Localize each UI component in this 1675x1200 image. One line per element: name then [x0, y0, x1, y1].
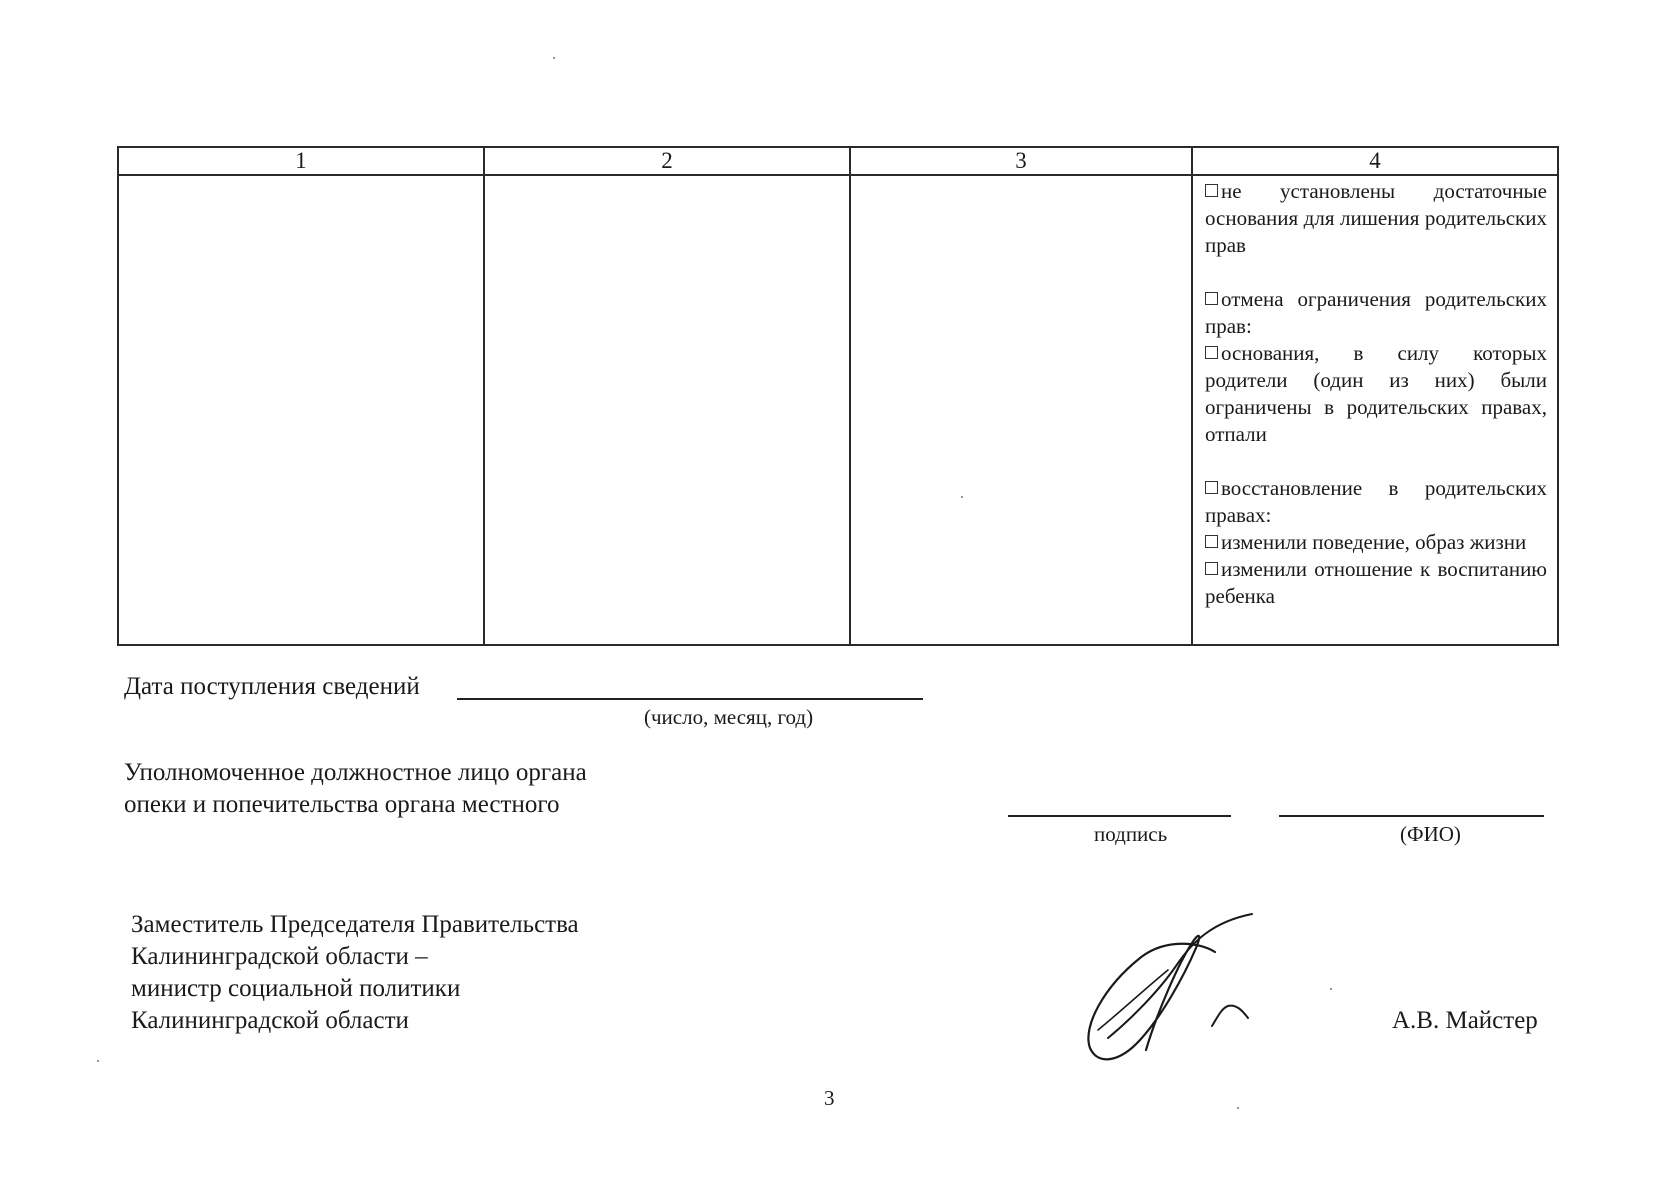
option-changed-behavior	[1205, 529, 1547, 556]
option-text: основания, в силу которых родители (один из них) были ограничены в родительских правах, отпали	[1205, 341, 1547, 446]
column-header-1: 1	[118, 147, 484, 175]
signer-name: А.В. Майстер	[1392, 1007, 1538, 1034]
checkbox-icon	[1205, 535, 1218, 548]
option-text: отмена ограничения родительских прав:	[1205, 287, 1547, 338]
checkbox-icon	[1205, 562, 1218, 575]
checkbox-icon	[1205, 481, 1218, 494]
option-text: не установлены достаточные основания для лишения родительских прав	[1205, 179, 1547, 257]
scan-speck	[97, 1060, 99, 1062]
table-row	[118, 175, 1558, 645]
option-grounds-ceased	[1205, 340, 1547, 448]
table-cell-1	[118, 175, 484, 645]
scan-speck	[553, 57, 555, 59]
option-no-grounds	[1205, 178, 1547, 259]
name-line	[1279, 815, 1544, 817]
official-title-line2: опеки и попечительства органа местного	[124, 791, 560, 818]
data-table	[117, 146, 1559, 646]
option-cancel-restriction	[1205, 286, 1547, 340]
signer-title-line2: Калининградской области –	[131, 943, 428, 970]
option-changed-attitude	[1205, 556, 1547, 610]
table-header-row	[118, 147, 1558, 175]
scan-speck	[1237, 1107, 1239, 1109]
option-text: изменили поведение, образ жизни	[1221, 530, 1527, 554]
table-cell-2	[484, 175, 850, 645]
table-cell-3	[850, 175, 1192, 645]
column-header-3: 3	[850, 147, 1192, 175]
column-header-4: 4	[1192, 147, 1558, 175]
checkbox-icon	[1205, 184, 1218, 197]
option-restoration	[1205, 475, 1547, 529]
official-title-line1: Уполномоченное должностное лицо органа	[124, 759, 587, 786]
receipt-date-label: Дата поступления сведений	[124, 673, 420, 700]
signature-hint: подпись	[1094, 822, 1168, 846]
table-cell-4	[1192, 175, 1558, 645]
checkbox-icon	[1205, 346, 1218, 359]
receipt-date-line	[457, 698, 923, 700]
page-number: 3	[824, 1086, 835, 1110]
name-hint: (ФИО)	[1400, 822, 1461, 846]
signer-title-line3: министр социальной политики	[131, 975, 461, 1002]
column-header-2: 2	[484, 147, 850, 175]
checkbox-icon	[1205, 292, 1218, 305]
signer-title-line4: Калининградской области	[131, 1007, 409, 1034]
signer-title-line1: Заместитель Председателя Правительства	[131, 911, 579, 938]
handwritten-signature	[1080, 908, 1260, 1068]
signature-line	[1008, 815, 1231, 817]
option-text: восстановление в родительских правах:	[1205, 476, 1547, 527]
scan-speck	[1330, 988, 1332, 990]
option-text: изменили отношение к воспитанию ребенка	[1205, 557, 1547, 608]
receipt-date-hint: (число, месяц, год)	[644, 705, 814, 729]
